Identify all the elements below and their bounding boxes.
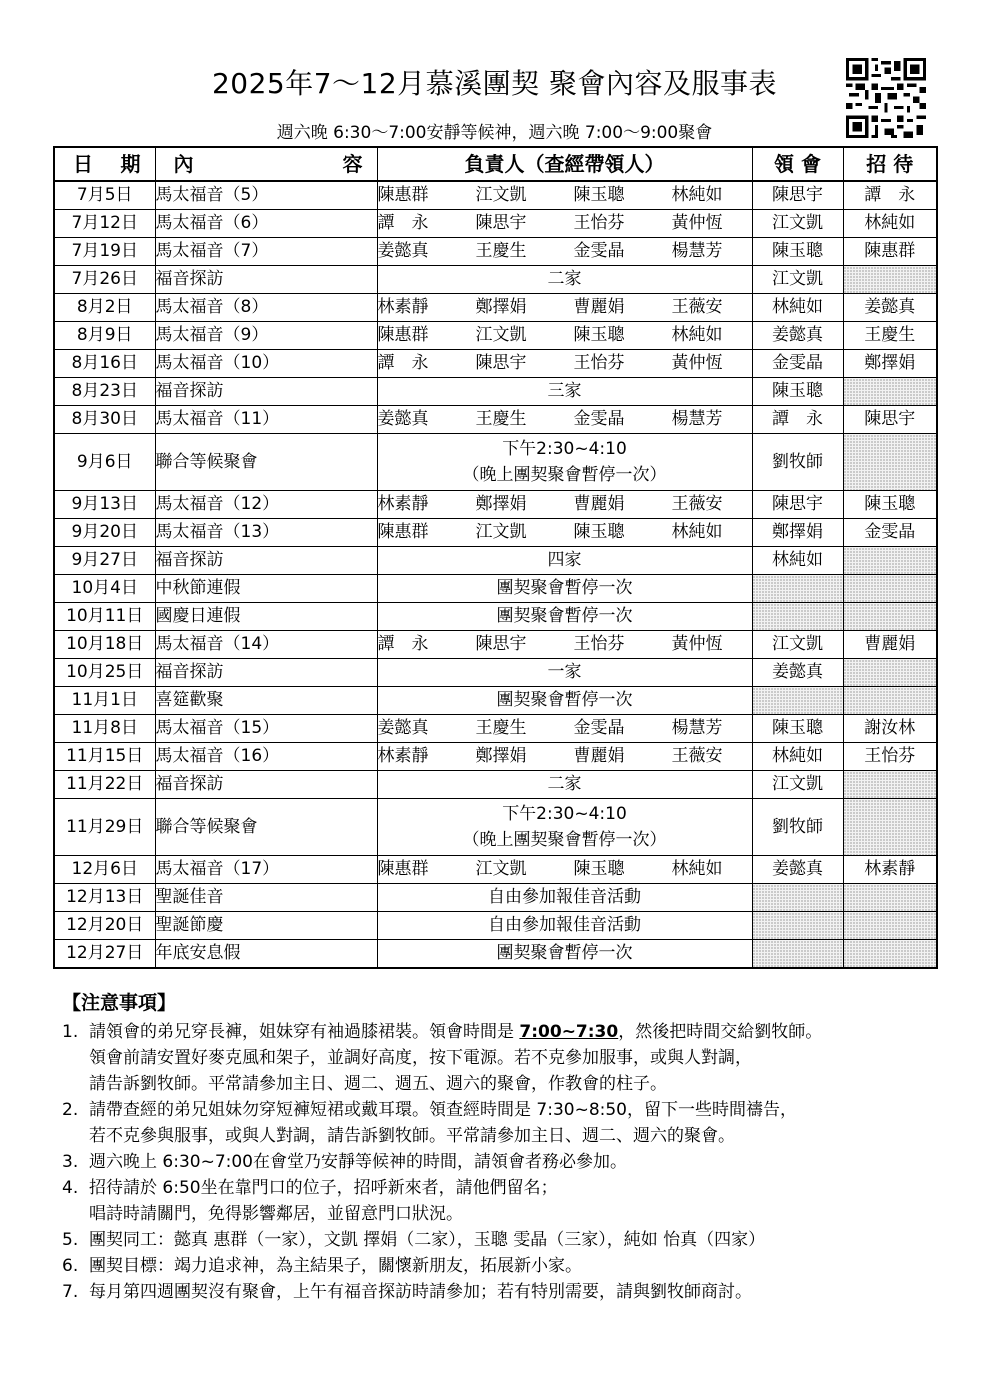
row-merged-note: [377, 687, 752, 715]
table-row: [54, 378, 937, 406]
row-host: 金雯晶: [843, 519, 937, 547]
leader-name: 黃仲恆: [671, 213, 723, 233]
leader-name: 金雯晶: [573, 241, 625, 261]
row-merged-note: [377, 940, 752, 969]
row-content: 福音探訪: [155, 659, 377, 687]
merged-note-line: 三家: [547, 381, 582, 401]
row-names: [377, 294, 752, 322]
leader-name: 江文凱: [475, 185, 527, 205]
row-content: 馬太福音（7）: [155, 238, 377, 266]
leader-name: 王怡芬: [573, 213, 625, 233]
row-content: 馬太福音（6）: [155, 210, 377, 238]
row-content: 馬太福音（14）: [155, 631, 377, 659]
row-host: 陳惠群: [843, 238, 937, 266]
row-content: 中秋節連假: [155, 575, 377, 603]
row-host: [843, 940, 937, 969]
row-merged-note: [377, 603, 752, 631]
row-content: 馬太福音（8）: [155, 294, 377, 322]
row-date: 10月25日: [54, 659, 155, 687]
row-date: 10月18日: [54, 631, 155, 659]
merged-note-line: （晚上團契聚會暫停一次）: [462, 465, 667, 485]
leader-name: 陳惠群: [377, 522, 429, 542]
row-merged-note: [377, 434, 752, 491]
row-host: [843, 884, 937, 912]
row-merged-note: [377, 547, 752, 575]
row-lead: 江文凱: [752, 771, 843, 799]
page-subtitle: 週六晚 6:30～7:00安靜等候神，週六晚 7:00～9:00聚會: [276, 123, 713, 143]
row-merged-note: [377, 799, 752, 856]
note-item: 7. 每月第四週團契沒有聚會，上午有福音探訪時請參加；若有特別需要，請與劉牧師商討。: [62, 1282, 752, 1302]
row-names: [377, 350, 752, 378]
table-row: [54, 434, 937, 491]
row-content: 聖誕佳音: [155, 884, 377, 912]
leader-name: 楊慧芳: [671, 718, 723, 738]
leader-name: 林純如: [671, 185, 723, 205]
row-lead: 譚 永: [752, 406, 843, 434]
leader-name: 譚 永: [377, 634, 429, 654]
leader-name: 黃仲恆: [671, 353, 723, 373]
row-content: 國慶日連假: [155, 603, 377, 631]
row-date: 8月30日: [54, 406, 155, 434]
row-host: 譚 永: [843, 181, 937, 210]
leader-name: 王薇安: [671, 746, 723, 766]
page-title: 2025年7～12月慕溪團契 聚會內容及服事表: [211, 67, 778, 100]
row-date: 7月26日: [54, 266, 155, 294]
row-lead: 陳玉聰: [752, 715, 843, 743]
row-content: 聯合等候聚會: [155, 434, 377, 491]
row-names: [377, 210, 752, 238]
row-host: [843, 687, 937, 715]
row-date: 7月19日: [54, 238, 155, 266]
row-host: [843, 771, 937, 799]
row-host: 陳玉聰: [843, 491, 937, 519]
leader-name: 林純如: [671, 859, 723, 879]
row-lead: 劉牧師: [752, 799, 843, 856]
row-lead: 林純如: [752, 547, 843, 575]
table-row: [54, 350, 937, 378]
table-row: [54, 575, 937, 603]
row-host: [843, 547, 937, 575]
row-merged-note: [377, 771, 752, 799]
table-row: [54, 856, 937, 884]
merged-note-line: 下午2:30~4:10: [502, 804, 627, 824]
table-row: [54, 406, 937, 434]
row-host: 林素靜: [843, 856, 937, 884]
row-date: 8月23日: [54, 378, 155, 406]
table-row: [54, 687, 937, 715]
row-host: 林純如: [843, 210, 937, 238]
leader-name: 王慶生: [475, 241, 527, 261]
leader-name: 陳玉聰: [573, 325, 625, 345]
row-merged-note: [377, 378, 752, 406]
row-date: 11月22日: [54, 771, 155, 799]
merged-note-line: 團契聚會暫停一次: [496, 943, 633, 963]
meeting-time-highlight: 7:00~7:30: [519, 1022, 619, 1042]
header-content: 內 容: [155, 147, 377, 181]
row-lead: 江文凱: [752, 266, 843, 294]
row-date: 12月27日: [54, 940, 155, 969]
row-names: [377, 715, 752, 743]
leader-name: 譚 永: [377, 353, 429, 373]
row-date: 12月20日: [54, 912, 155, 940]
leader-name: 陳玉聰: [573, 185, 625, 205]
table-row: [54, 940, 937, 969]
merged-note-line: 團契聚會暫停一次: [496, 690, 633, 710]
row-host: 曹麗娟: [843, 631, 937, 659]
table-row: [54, 799, 937, 856]
row-lead: 鄭擇娟: [752, 519, 843, 547]
leader-name: 林純如: [671, 325, 723, 345]
row-host: [843, 659, 937, 687]
row-content: 馬太福音（5）: [155, 181, 377, 210]
merged-note-line: 四家: [547, 550, 582, 570]
row-date: 8月2日: [54, 294, 155, 322]
note-item: 6. 團契目標：竭力追求神，為主結果子，關懷新朋友，拓展新小家。: [62, 1256, 582, 1276]
row-content: 馬太福音（17）: [155, 856, 377, 884]
row-host: [843, 603, 937, 631]
leader-name: 楊慧芳: [671, 409, 723, 429]
leader-name: 鄭擇娟: [475, 746, 527, 766]
merged-note-line: 二家: [547, 269, 582, 289]
row-date: 9月6日: [54, 434, 155, 491]
leader-name: 金雯晶: [573, 718, 625, 738]
row-date: 11月1日: [54, 687, 155, 715]
merged-note-line: 一家: [547, 662, 582, 682]
leader-name: 陳思宇: [475, 213, 527, 233]
row-lead: 陳思宇: [752, 491, 843, 519]
row-date: 12月13日: [54, 884, 155, 912]
row-lead: 林純如: [752, 294, 843, 322]
row-lead: [752, 603, 843, 631]
row-date: 8月9日: [54, 322, 155, 350]
table-row: [54, 743, 937, 771]
row-host: [843, 434, 937, 491]
note-item: 3. 週六晚上 6:30~7:00在會堂乃安靜等候神的時間，請領會者務必參加。: [62, 1152, 627, 1172]
row-date: 10月4日: [54, 575, 155, 603]
row-date: 7月5日: [54, 181, 155, 210]
row-names: [377, 238, 752, 266]
row-merged-note: [377, 884, 752, 912]
leader-name: 林素靜: [377, 297, 429, 317]
row-host: 姜懿真: [843, 294, 937, 322]
row-names: [377, 856, 752, 884]
table-row: [54, 603, 937, 631]
leader-name: 王薇安: [671, 297, 723, 317]
row-content: 福音探訪: [155, 378, 377, 406]
leader-name: 陳思宇: [475, 353, 527, 373]
header-host: 招 待: [843, 147, 937, 181]
merged-note-line: 自由參加報佳音活動: [488, 887, 641, 907]
table-row: [54, 631, 937, 659]
leader-name: 江文凱: [475, 325, 527, 345]
row-content: 年底安息假: [155, 940, 377, 969]
leader-name: 陳思宇: [475, 634, 527, 654]
leader-name: 曹麗娟: [573, 494, 625, 514]
table-row: [54, 715, 937, 743]
table-row: [54, 322, 937, 350]
row-date: 8月16日: [54, 350, 155, 378]
row-names: [377, 322, 752, 350]
leader-name: 林素靜: [377, 746, 429, 766]
table-row: [54, 519, 937, 547]
row-date: 9月27日: [54, 547, 155, 575]
leader-name: 江文凱: [475, 859, 527, 879]
row-content: 福音探訪: [155, 547, 377, 575]
row-names: [377, 519, 752, 547]
note-item: 4. 招待請於 6:50坐在靠門口的位子，招呼新來者，請他們留名； 唱詩時請關門，免得影響鄰居，並留意門口狀況。: [62, 1178, 558, 1224]
row-lead: [752, 940, 843, 969]
note-item: 2. 請帶查經的弟兄姐妹勿穿短褲短裙或戴耳環。領查經時間是 7:30~8:50，留下一些時間禱告， 若不克參與服事，或與人對調，請告訴劉牧師。平常請參加主日、週二、週六的聚會。: [62, 1100, 797, 1146]
row-lead: 陳玉聰: [752, 238, 843, 266]
row-merged-note: [377, 659, 752, 687]
row-host: 王怡芬: [843, 743, 937, 771]
header-date: 日 期: [54, 147, 155, 181]
table-row: [54, 912, 937, 940]
table-row: [54, 238, 937, 266]
row-host: 鄭擇娟: [843, 350, 937, 378]
row-host: [843, 266, 937, 294]
leader-name: 金雯晶: [573, 409, 625, 429]
row-date: 9月13日: [54, 491, 155, 519]
leader-name: 王怡芬: [573, 634, 625, 654]
row-content: 聖誕節慶: [155, 912, 377, 940]
row-host: 陳思宇: [843, 406, 937, 434]
table-row: [54, 547, 937, 575]
merged-note-line: 團契聚會暫停一次: [496, 606, 633, 626]
row-names: [377, 491, 752, 519]
table-row: [54, 266, 937, 294]
row-lead: 陳玉聰: [752, 378, 843, 406]
row-host: [843, 378, 937, 406]
leader-name: 王薇安: [671, 494, 723, 514]
row-lead: 劉牧師: [752, 434, 843, 491]
row-date: 7月12日: [54, 210, 155, 238]
leader-name: 王怡芬: [573, 353, 625, 373]
row-host: 謝汝林: [843, 715, 937, 743]
merged-note-line: 二家: [547, 774, 582, 794]
row-lead: [752, 687, 843, 715]
row-content: 福音探訪: [155, 771, 377, 799]
row-names: [377, 181, 752, 210]
note-item: 5. 團契同工：懿真 惠群（一家），文凱 擇娟（二家），玉聰 雯晶（三家），純如 怡真（四家）: [62, 1230, 766, 1250]
table-row: [54, 294, 937, 322]
notes-title: 【注意事項】: [62, 992, 177, 1014]
row-lead: [752, 884, 843, 912]
leader-name: 楊慧芳: [671, 241, 723, 261]
row-lead: [752, 912, 843, 940]
leader-name: 陳玉聰: [573, 859, 625, 879]
row-merged-note: [377, 266, 752, 294]
table-row: [54, 659, 937, 687]
table-row: [54, 181, 937, 210]
leader-name: 林素靜: [377, 494, 429, 514]
row-content: 馬太福音（12）: [155, 491, 377, 519]
row-content: 聯合等候聚會: [155, 799, 377, 856]
header-names: 負責人（查經帶領人）: [377, 147, 752, 181]
leader-name: 譚 永: [377, 213, 429, 233]
row-lead: [752, 575, 843, 603]
merged-note-line: （晚上團契聚會暫停一次）: [462, 830, 667, 850]
row-date: 11月15日: [54, 743, 155, 771]
row-host: 王慶生: [843, 322, 937, 350]
row-lead: 江文凱: [752, 210, 843, 238]
row-content: 馬太福音（10）: [155, 350, 377, 378]
leader-name: 王慶生: [475, 718, 527, 738]
note-item: 1. 請領會的弟兄穿長褲，姐妹穿有袖過膝裙裝。領會時間是 7:00~7:30，然後把時間交給劉牧師。 領會前請安置好麥克風和架子，並調好高度，按下電源。若不克參加服事，或與人對調， 請告訴劉牧師。平常請參加主日、週二、週五、週六的聚會，作教會的柱子。: [62, 1022, 823, 1094]
row-content: 福音探訪: [155, 266, 377, 294]
table-header-row: [54, 147, 937, 181]
qr-code-icon[interactable]: [846, 58, 926, 138]
row-merged-note: [377, 912, 752, 940]
leader-name: 王慶生: [475, 409, 527, 429]
row-content: 馬太福音（15）: [155, 715, 377, 743]
leader-name: 陳惠群: [377, 185, 429, 205]
leader-name: 陳惠群: [377, 325, 429, 345]
merged-note-line: 自由參加報佳音活動: [488, 915, 641, 935]
leader-name: 曹麗娟: [573, 297, 625, 317]
row-date: 11月29日: [54, 799, 155, 856]
row-date: 9月20日: [54, 519, 155, 547]
row-host: [843, 912, 937, 940]
row-lead: 姜懿真: [752, 856, 843, 884]
merged-note-line: 下午2:30~4:10: [502, 439, 627, 459]
row-names: [377, 743, 752, 771]
leader-name: 姜懿真: [377, 241, 429, 261]
notes-section: [62, 988, 942, 1305]
row-names: [377, 631, 752, 659]
leader-name: 黃仲恆: [671, 634, 723, 654]
row-date: 10月11日: [54, 603, 155, 631]
table-row: [54, 884, 937, 912]
row-lead: 陳思宇: [752, 181, 843, 210]
row-date: 11月8日: [54, 715, 155, 743]
row-content: 馬太福音（16）: [155, 743, 377, 771]
row-content: 喜筵歡聚: [155, 687, 377, 715]
leader-name: 鄭擇娟: [475, 297, 527, 317]
row-lead: 金雯晶: [752, 350, 843, 378]
leader-name: 江文凱: [475, 522, 527, 542]
leader-name: 姜懿真: [377, 718, 429, 738]
leader-name: 陳惠群: [377, 859, 429, 879]
leader-name: 陳玉聰: [573, 522, 625, 542]
row-content: 馬太福音（9）: [155, 322, 377, 350]
row-lead: 江文凱: [752, 631, 843, 659]
row-content: 馬太福音（13）: [155, 519, 377, 547]
table-row: [54, 491, 937, 519]
leader-name: 林純如: [671, 522, 723, 542]
table-row: [54, 210, 937, 238]
leader-name: 鄭擇娟: [475, 494, 527, 514]
row-host: [843, 575, 937, 603]
schedule-table: [53, 146, 938, 969]
header-lead: 領 會: [752, 147, 843, 181]
row-date: 12月6日: [54, 856, 155, 884]
row-lead: 林純如: [752, 743, 843, 771]
row-merged-note: [377, 575, 752, 603]
leader-name: 曹麗娟: [573, 746, 625, 766]
merged-note-line: 團契聚會暫停一次: [496, 578, 633, 598]
row-names: [377, 406, 752, 434]
row-lead: 姜懿真: [752, 322, 843, 350]
row-host: [843, 799, 937, 856]
leader-name: 姜懿真: [377, 409, 429, 429]
table-row: [54, 771, 937, 799]
row-content: 馬太福音（11）: [155, 406, 377, 434]
row-lead: 姜懿真: [752, 659, 843, 687]
